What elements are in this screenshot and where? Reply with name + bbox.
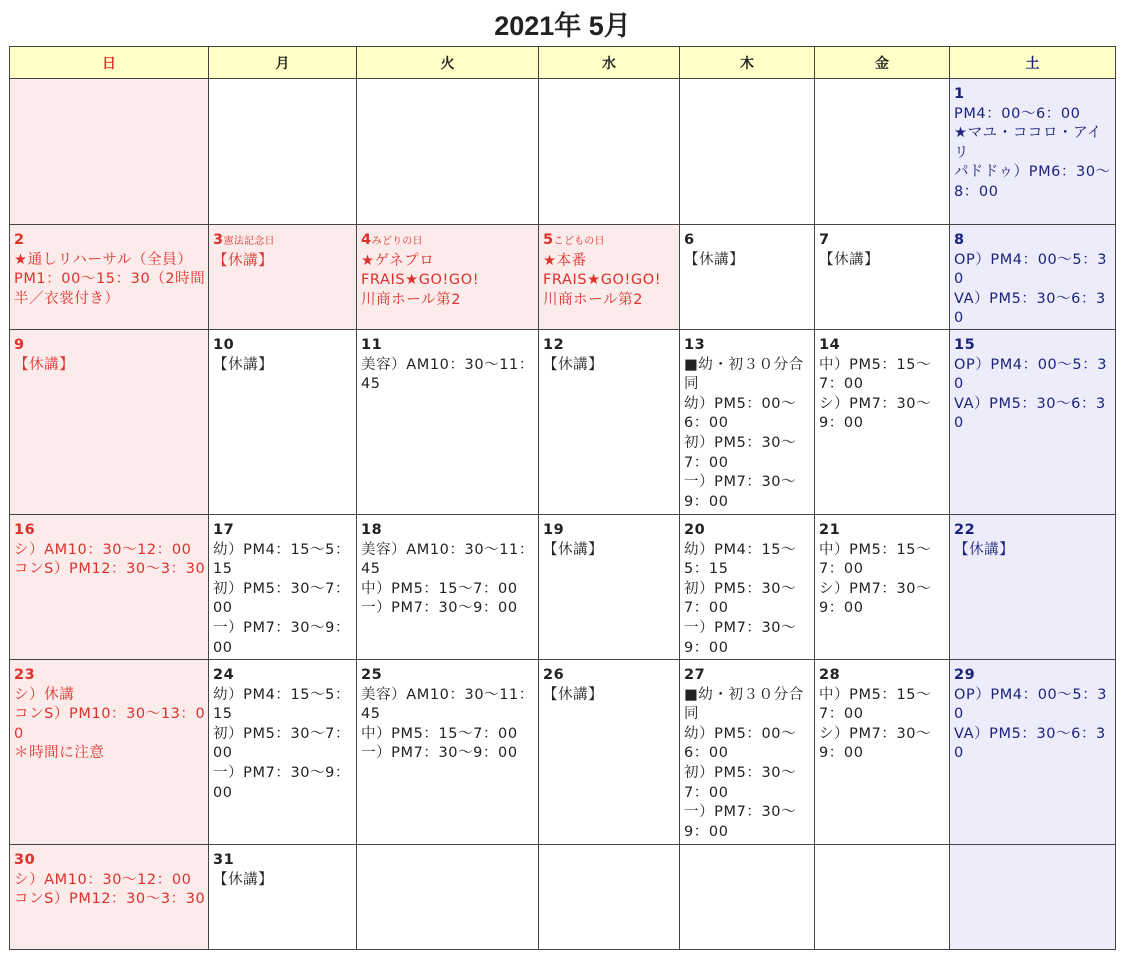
day-number: 4 [361, 232, 372, 248]
schedule-entry: 【休講】 [954, 541, 1015, 558]
day-number: 16 [14, 522, 36, 538]
calendar-day-cell [209, 330, 357, 515]
day-header [14, 666, 208, 686]
day-number: 9 [14, 337, 25, 353]
schedule-entry: 【休講】 [213, 252, 274, 269]
day-header [361, 521, 538, 541]
day-header [684, 231, 814, 251]
schedule-entry: 初）PM5：30〜7：00 [684, 434, 797, 471]
calendar-day-cell [357, 660, 539, 845]
day-header [954, 85, 1115, 105]
day-header [14, 521, 208, 541]
schedule-entry: ■幼・初３０分合同 [684, 356, 804, 393]
schedule-entry: 中）PM5：15〜7：00 [819, 356, 932, 393]
calendar-day-cell [539, 330, 680, 515]
schedule-entry: 中）PM5：15〜7：00 [819, 686, 932, 723]
day-number: 26 [543, 667, 565, 683]
day-header [14, 231, 208, 251]
calendar-week-row [10, 515, 1116, 660]
holiday-name: みどりの日 [371, 236, 423, 247]
schedule-entry: 一）PM7：30〜9：00 [361, 600, 518, 617]
day-header [361, 231, 538, 252]
calendar-day-cell [357, 225, 539, 330]
schedule-entry: 一）PM7：30〜9：00 [684, 619, 797, 656]
schedule-entry: コンS）PM10：30〜13：00 [14, 706, 206, 742]
calendar-empty-cell [10, 79, 209, 225]
calendar-title: 2021年 5月 [494, 11, 631, 41]
schedule-entry: 川商ホール第2 [543, 291, 643, 308]
calendar-day-cell [209, 225, 357, 330]
day-number: 25 [361, 667, 383, 683]
calendar-day-cell [950, 515, 1116, 660]
calendar-day-cell [950, 79, 1116, 225]
calendar-day-cell [539, 515, 680, 660]
schedule-entry: ＊時間に注意 [14, 745, 105, 762]
schedule-entry: FRAIS★GO!GO! [361, 272, 480, 289]
schedule-entry: 中）PM5：15〜7：00 [361, 580, 518, 597]
day-number: 12 [543, 337, 565, 353]
schedule-entry: シ）PM7：30〜9：00 [819, 395, 932, 432]
schedule-entry: 一）PM7：30〜9：00 [213, 619, 351, 656]
calendar-day-cell [950, 330, 1116, 515]
calendar-day-cell [10, 845, 209, 950]
calendar-empty-cell [815, 79, 950, 225]
calendar-day-cell [680, 225, 815, 330]
day-header [954, 666, 1115, 686]
day-header [213, 851, 356, 871]
schedule-entry: シ）PM7：30〜9：00 [819, 725, 932, 762]
schedule-entry: シ）PM7：30〜9：00 [819, 580, 932, 617]
schedule-entry: 【休講】 [543, 356, 604, 373]
day-header [361, 336, 538, 356]
schedule-entry: 一）PM7：30〜9：00 [361, 745, 518, 762]
schedule-entry: VA）PM5：30〜6：30 [954, 725, 1106, 762]
day-number: 1 [954, 86, 965, 102]
calendar-day-cell [209, 515, 357, 660]
day-number: 18 [361, 522, 383, 538]
schedule-entry: 一）PM7：30〜9：00 [684, 804, 797, 840]
calendar-day-cell [10, 515, 209, 660]
schedule-entry: 【休講】 [213, 871, 274, 888]
calendar-day-cell [209, 845, 357, 950]
day-number: 30 [14, 852, 36, 868]
calendar-day-cell [357, 515, 539, 660]
calendar-day-cell [815, 225, 950, 330]
day-header [14, 851, 208, 871]
day-header [543, 666, 679, 686]
day-number: 31 [213, 852, 235, 868]
day-number: 21 [819, 522, 841, 538]
weekday-header-sat: 土 [950, 47, 1116, 79]
day-number: 19 [543, 522, 565, 538]
calendar-day-cell [680, 515, 815, 660]
schedule-entry: 初）PM5：30〜7：00 [684, 580, 797, 617]
calendar-day-cell [209, 660, 357, 845]
calendar-day-cell [680, 660, 815, 845]
calendar-day-cell [539, 660, 680, 845]
day-number: 11 [361, 337, 383, 353]
calendar-day-cell [539, 225, 680, 330]
day-header [684, 521, 814, 541]
calendar-empty-cell [357, 845, 539, 950]
day-header [684, 336, 814, 356]
day-number: 22 [954, 522, 976, 538]
schedule-entry: 中）PM5：15〜7：00 [361, 725, 518, 742]
calendar-day-cell [357, 330, 539, 515]
schedule-entry: 初）PM5：30〜7：00 [684, 764, 797, 801]
schedule-entry: VA）PM5：30〜6：30 [954, 395, 1106, 432]
schedule-entry: 幼）PM4：15〜5：15 [213, 686, 351, 723]
day-header [954, 231, 1115, 251]
schedule-entry: 美容）AM10：30〜11：45 [361, 356, 534, 393]
schedule-entry: 【休講】 [14, 356, 75, 373]
schedule-entry: ★マユ・ココロ・アイリ [954, 125, 1102, 161]
schedule-entry: 川商ホール第2 [361, 291, 461, 308]
schedule-entry: シ）AM10：30〜12：00 [14, 541, 192, 558]
schedule-entry: 初）PM5：30〜7：00 [213, 580, 351, 617]
calendar-empty-cell [680, 845, 815, 950]
day-number: 6 [684, 232, 695, 248]
calendar-empty-cell [815, 845, 950, 950]
calendar-day-cell [815, 330, 950, 515]
weekday-header-wed: 水 [539, 47, 680, 79]
day-number: 29 [954, 667, 976, 683]
weekday-header-row [10, 47, 1116, 79]
calendar-week-row [10, 79, 1116, 225]
day-number: 7 [819, 232, 830, 248]
day-number: 17 [213, 522, 235, 538]
schedule-entry: 【休講】 [543, 686, 604, 703]
schedule-entry: 【休講】 [213, 356, 274, 373]
day-number: 24 [213, 667, 235, 683]
calendar-week-row [10, 225, 1116, 330]
schedule-entry: OP）PM4：00〜5：30 [954, 686, 1108, 723]
day-header [684, 666, 814, 686]
schedule-entry: 中）PM5：15〜7：00 [819, 541, 932, 578]
day-header [819, 521, 949, 541]
holiday-name: こどもの日 [553, 236, 605, 247]
day-header [543, 231, 679, 252]
day-number: 3 [213, 232, 224, 248]
schedule-entry: VA）PM5：30〜6：30 [954, 290, 1106, 327]
day-header [954, 521, 1115, 541]
calendar-day-cell [10, 660, 209, 845]
schedule-entry: 【休講】 [819, 251, 880, 268]
day-number: 23 [14, 667, 36, 683]
schedule-entry: FRAIS★GO!GO! [543, 272, 662, 289]
weekday-header-thu: 木 [680, 47, 815, 79]
schedule-entry: コンS）PM12：30〜3：30 [14, 891, 206, 908]
calendar-day-cell [950, 225, 1116, 330]
day-number: 8 [954, 232, 965, 248]
day-header [819, 231, 949, 251]
day-header [361, 666, 538, 686]
day-header [213, 231, 356, 252]
day-header [543, 521, 679, 541]
schedule-entry: 美容）AM10：30〜11：45 [361, 541, 534, 578]
schedule-entry: 初）PM5：30〜7：00 [213, 725, 351, 762]
calendar-week-row [10, 845, 1116, 950]
schedule-entry: ★通しリハーサル（全員） [14, 251, 193, 268]
day-header [954, 336, 1115, 356]
schedule-entry: PM4：00〜6：00 [954, 105, 1081, 122]
weekday-header-tue: 火 [357, 47, 539, 79]
schedule-entry: 幼）PM5：00〜6：00 [684, 725, 797, 762]
schedule-entry: シ）休講 [14, 686, 75, 703]
calendar-empty-cell [539, 79, 680, 225]
day-number: 10 [213, 337, 235, 353]
holiday-name: 憲法記念日 [223, 236, 275, 247]
schedule-entry: 幼）PM4：15〜5：15 [213, 541, 351, 578]
calendar-empty-cell [680, 79, 815, 225]
schedule-entry: コンS）PM12：30〜3：30 [14, 561, 206, 578]
calendar-day-cell [815, 660, 950, 845]
weekday-header-mon: 月 [209, 47, 357, 79]
schedule-entry: OP）PM4：00〜5：30 [954, 251, 1108, 288]
day-number: 5 [543, 232, 554, 248]
schedule-entry: ★ゲネプロ [361, 252, 435, 269]
calendar-week-row [10, 660, 1116, 845]
schedule-entry: 一）PM7：30〜9：00 [213, 764, 351, 801]
day-number: 15 [954, 337, 976, 353]
weekday-header-sun: 日 [10, 47, 209, 79]
calendar-empty-cell [357, 79, 539, 225]
calendar-empty-cell [539, 845, 680, 950]
schedule-entry: 美容）AM10：30〜11：45 [361, 686, 534, 723]
calendar-day-cell [10, 225, 209, 330]
schedule-entry: 幼）PM5：00〜6：00 [684, 395, 797, 432]
day-number: 2 [14, 232, 25, 248]
calendar-empty-cell [209, 79, 357, 225]
day-number: 13 [684, 337, 706, 353]
calendar-week-row [10, 330, 1116, 515]
day-header [213, 521, 356, 541]
day-header [14, 336, 208, 356]
day-header [543, 336, 679, 356]
weekday-header-fri: 金 [815, 47, 950, 79]
schedule-entry: 【休講】 [684, 251, 745, 268]
schedule-entry: ★本番 [543, 252, 587, 269]
calendar-day-cell [680, 330, 815, 515]
day-header [213, 666, 356, 686]
day-header [819, 336, 949, 356]
schedule-entry: パドドゥ）PM6：30〜8：00 [954, 164, 1111, 200]
day-header [819, 666, 949, 686]
calendar-day-cell [950, 660, 1116, 845]
schedule-entry: OP）PM4：00〜5：30 [954, 356, 1108, 393]
day-number: 20 [684, 522, 706, 538]
calendar-day-cell [10, 330, 209, 515]
schedule-entry: 一）PM7：30〜9：00 [684, 474, 797, 510]
calendar-day-cell [815, 515, 950, 660]
schedule-entry: PM1：00〜15：30（2時間半／衣裳付き） [14, 271, 206, 307]
day-number: 28 [819, 667, 841, 683]
day-header [213, 336, 356, 356]
schedule-entry: 【休講】 [543, 541, 604, 558]
calendar-empty-cell [950, 845, 1116, 950]
schedule-entry: ■幼・初３０分合同 [684, 686, 804, 723]
calendar-grid [9, 46, 1116, 950]
day-number: 27 [684, 667, 706, 683]
schedule-entry: シ）AM10：30〜12：00 [14, 871, 192, 888]
schedule-entry: 幼）PM4：15〜5：15 [684, 541, 797, 578]
day-number: 14 [819, 337, 841, 353]
